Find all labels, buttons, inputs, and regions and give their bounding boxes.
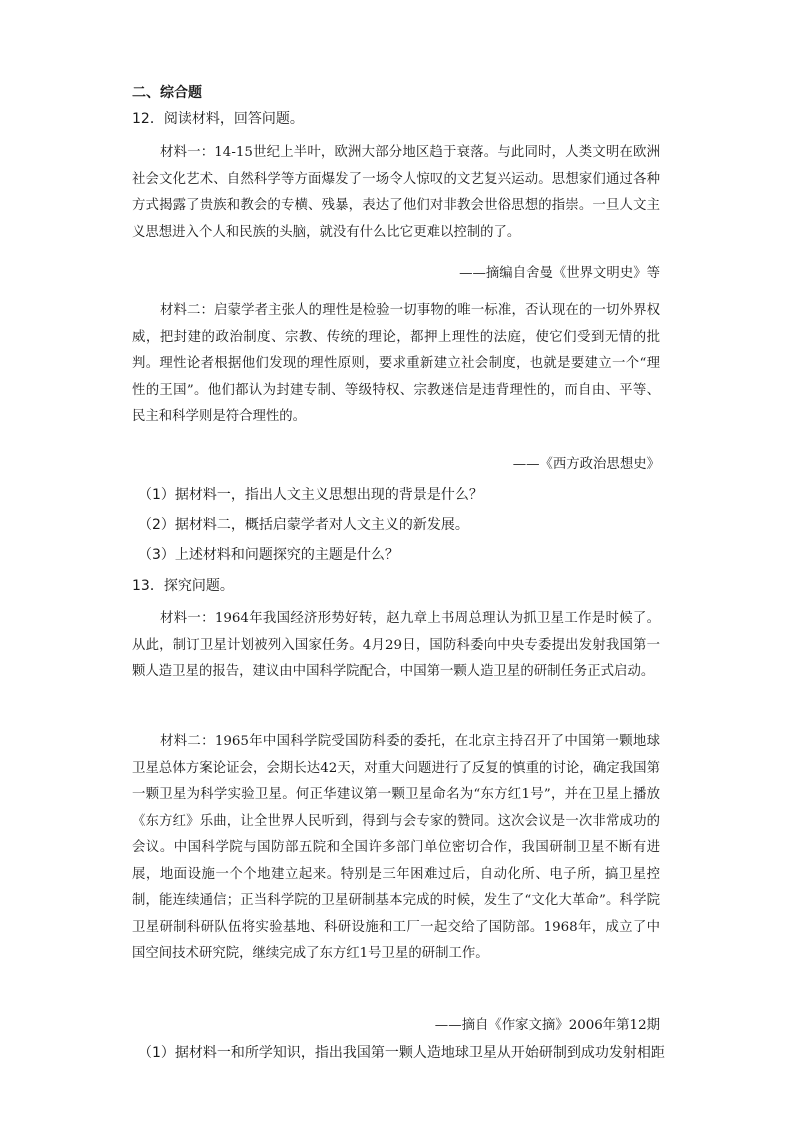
q13-material-2-source: ——摘自《作家文摘》2006年第12期 xyxy=(434,1018,660,1033)
q12-material-1-source: ——摘编自舍曼《世界文明史》等 xyxy=(459,266,660,281)
q12-material-2: 材料二：启蒙学者主张人的理性是检验一切事物的唯一标准，否认现在的一切外界权威，把封建的政治制度、宗教、传统的理论，都押上理性的法庭，使它们受到无情的批判。理性论者根据他们发现的理性原则，要求重新建立社会制度，也就是要建立一个“理性的王国”。他们都认为封建专制、等级特权、宗教迷信是违背理性的，而自由、平等、民主和科学则是符合理性的。 xyxy=(132,303,660,424)
question-13-title: 13．探究问题。 xyxy=(132,578,234,594)
q12-subquestion-2: （2）据材料二，概括启蒙学者对人文主义的新发展。 xyxy=(138,517,469,533)
q13-subquestion-1: （1）据材料一和所学知识，指出我国第一颗人造地球卫星从开始研制到成功发射相距 xyxy=(138,1045,665,1061)
question-12-title: 12．阅读材料，回答问题。 xyxy=(132,111,304,127)
q12-material-2-source: ——《西方政治思想史》 xyxy=(512,457,660,472)
q12-material-1: 材料一：14-15世纪上半叶，欧洲大部分地区趋于衰落。与此同时，人类文明在欧洲社会文化艺术、自然科学等方面爆发了一场令人惊叹的文艺复兴运动。思想家们通过各种方式揭露了贵族和教会的专横、残暴，表达了他们对非教会世俗思想的指崇。一旦人文主义思想进入个人和民族的头脑，就没有什么比它更难以控制的了。 xyxy=(132,145,660,240)
section-title: 二、综合题 xyxy=(132,85,202,101)
q13-material-2: 材料二：1965年中国科学院受国防科委的委托，在北京主持召开了中国第一颗地球卫星总体方案论证会，会期长达42天，对重大问题进行了反复的慎重的讨论，确定我国第一颗卫星为科学实验卫星。何正华建议第一颗卫星命名为“东方红1号”，并在卫星上播放《东方红》乐曲，让全世界人民听到，得到与会专家的赞同。这次会议是一次非常成功的会议。中国科学院与国防部五院和全国许多部门单位密切合作，我国研制卫星不断有进展，地面设施一个个地建立起来。特别是三年困难过后，自动化所、电子所，搞卫星控制，能连续通信；正当科学院的卫星研制基本完成的时候，发生了“文化大革命”。科学院卫星研制科研队伍将实验基地、科研设施和工厂一起交给了国防部。1968年，成立了中国空间技术研究院，继续完成了东方红1号卫星的研制工作。 xyxy=(132,734,660,961)
q12-subquestion-3: （3）上述材料和问题探究的主题是什么？ xyxy=(138,547,399,563)
q12-subquestion-1: （1）据材料一，指出人文主义思想出现的背景是什么？ xyxy=(138,487,483,503)
q13-material-1: 材料一：1964年我国经济形势好转，赵九章上书周总理认为抓卫星工作是时候了。从此，制订卫星计划被列入国家任务。4月29日，国防科委向中央专委提出发射我国第一颗人造卫星的报告，建议由中国科学院配合，中国第一颗人造卫星的研制任务正式启动。 xyxy=(132,611,660,679)
